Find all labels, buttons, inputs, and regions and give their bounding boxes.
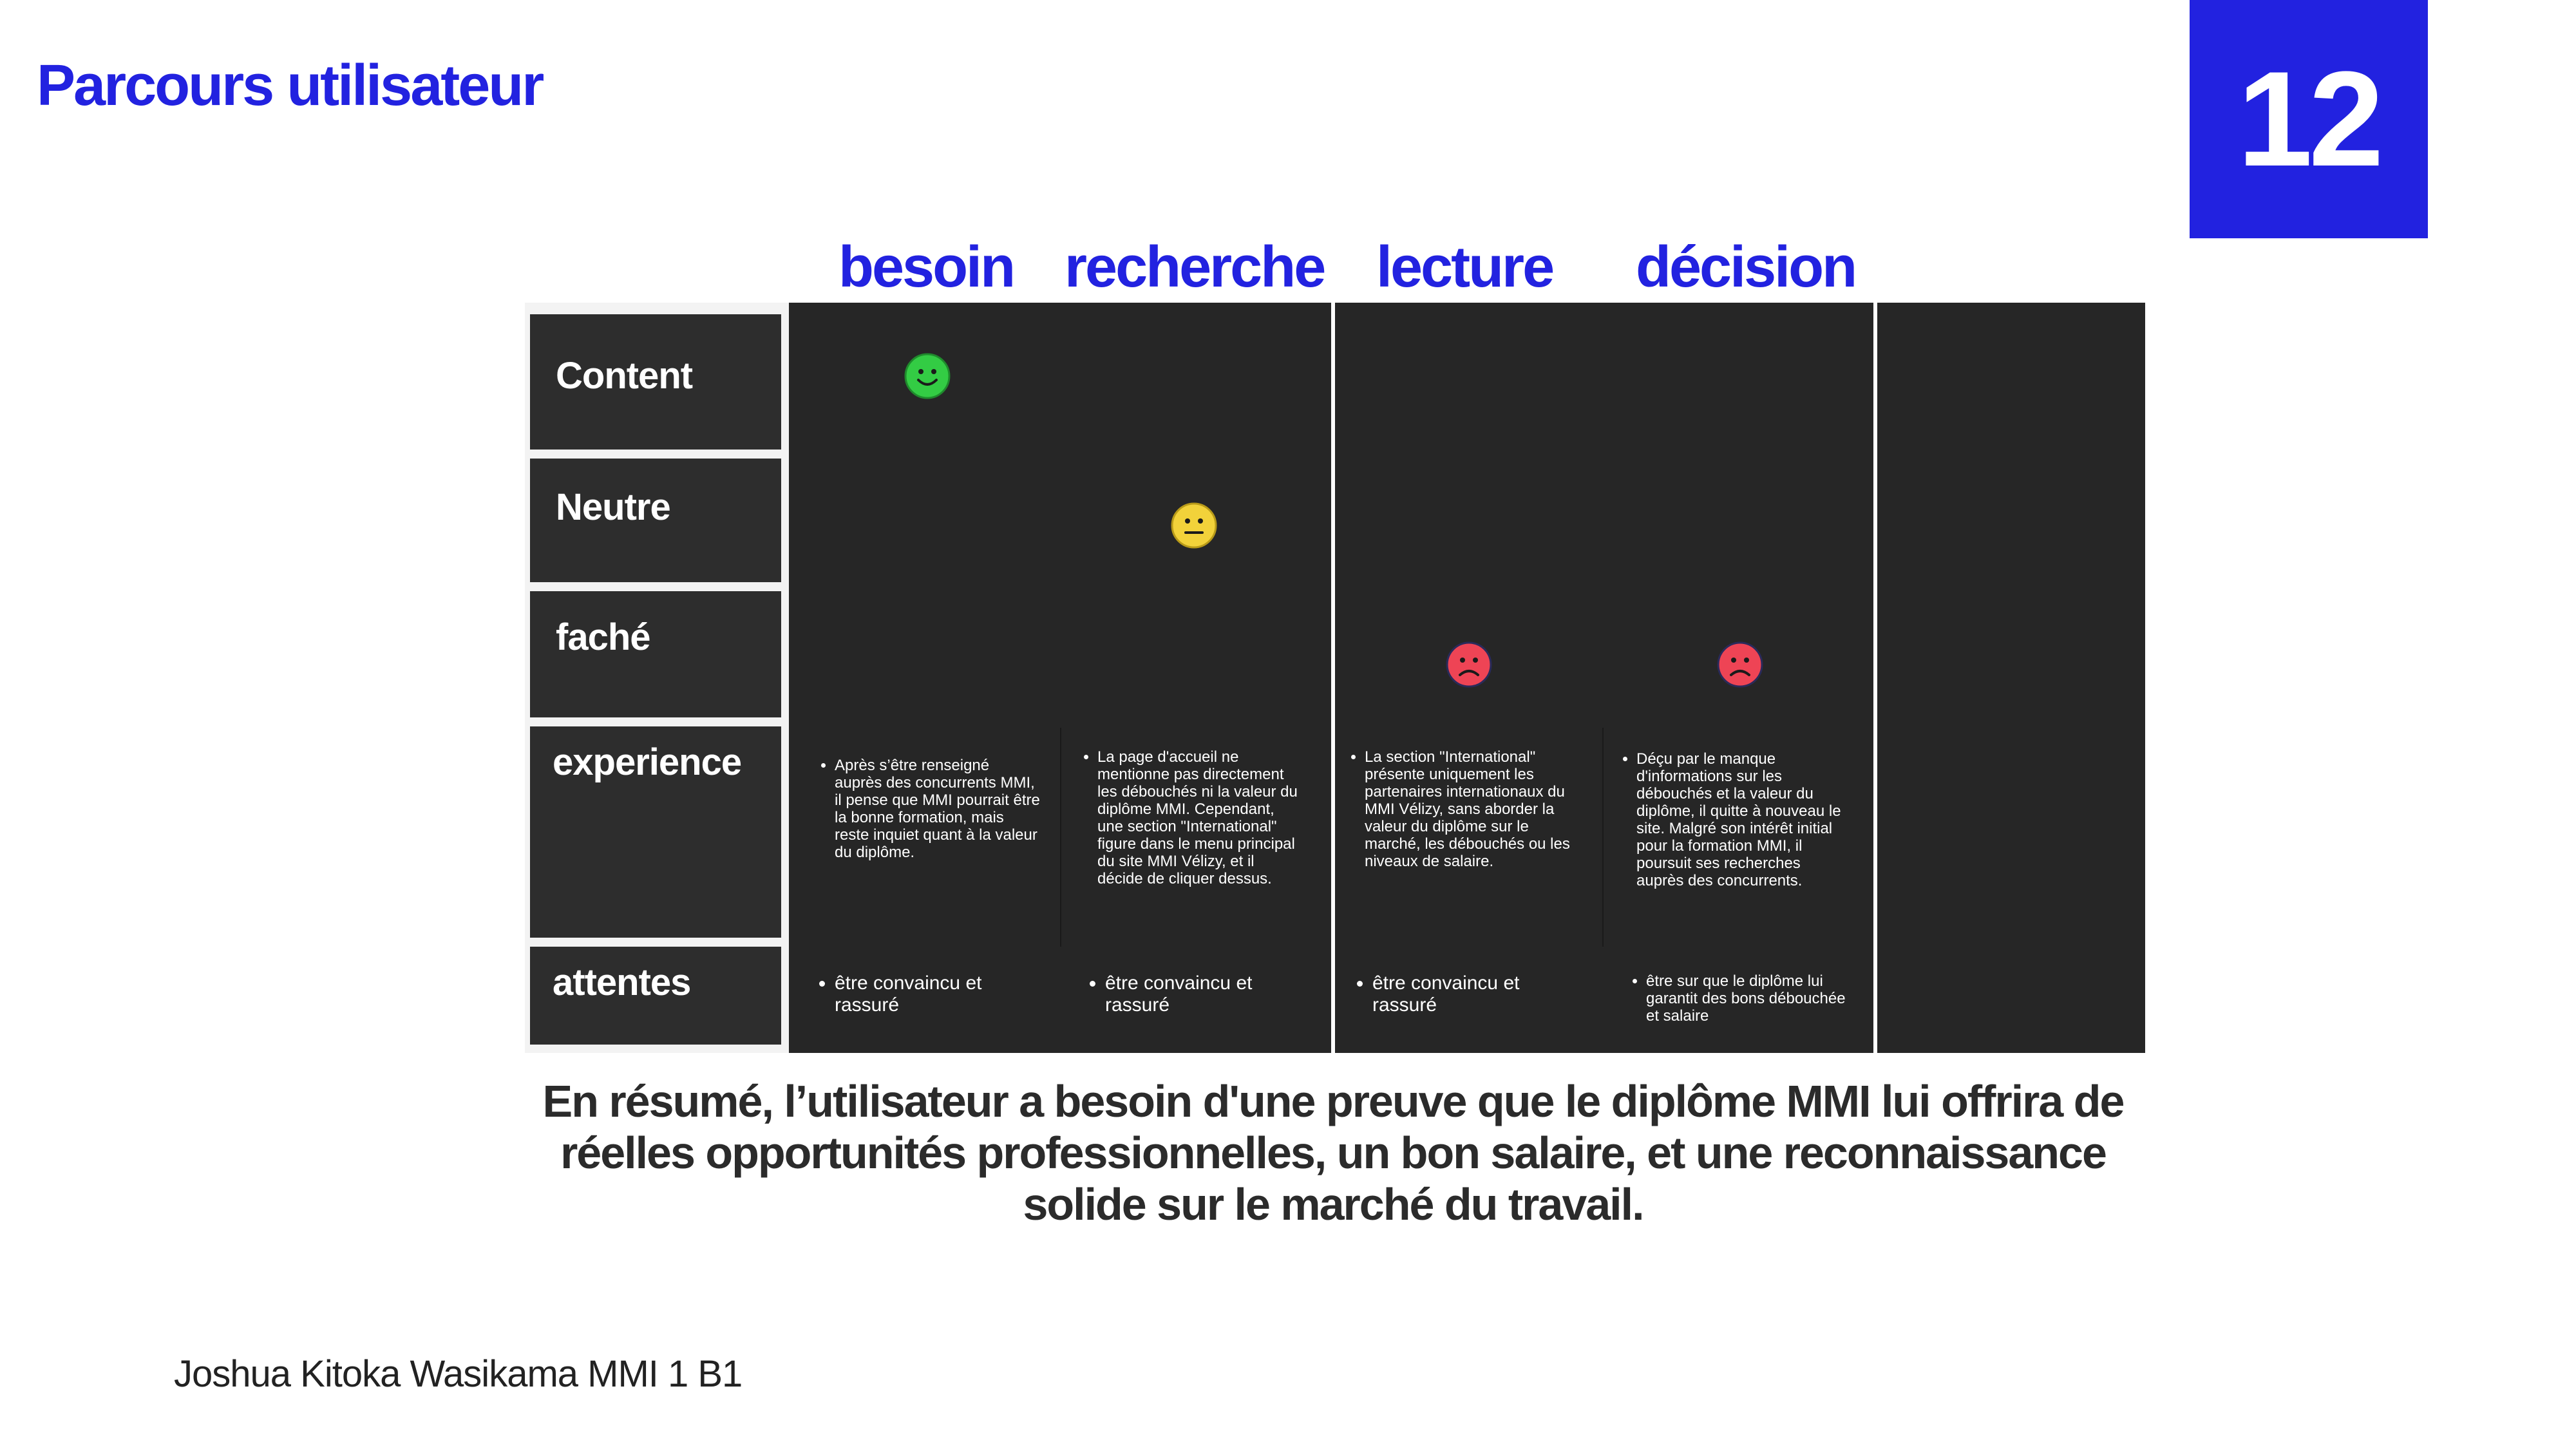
attentes-text: • être convaincu et rassuré: [1105, 972, 1294, 1016]
row-label-experience: experience: [530, 726, 781, 938]
sad-face-icon: [1446, 641, 1492, 688]
stage-header-lecture: lecture: [1376, 235, 1553, 299]
row-label-fache: faché: [530, 591, 781, 717]
attentes-cell-recherche: [1088, 972, 1294, 1016]
experience-text: • Déçu par le manque d'informations sur les débouchés et la valeur du diplôme, il quitte à nouveau le site. Malgré son intérêt initial pour la formation MMI, il poursuit ses recherches auprès des concurrents.: [1636, 750, 1846, 889]
attentes-cell-besoin: [818, 972, 1024, 1016]
experience-text: • Après s’être renseigné auprès des concurrents MMI, il pense que MMI pourrait être la bonne formation, mais reste inquiet quant à la valeur du diplôme.: [835, 757, 1040, 861]
slide-title: Parcours utilisateur: [37, 53, 543, 118]
attentes-cell-lecture: [1356, 972, 1562, 1016]
column-divider: [1331, 303, 1335, 1053]
experience-cell-decision: [1620, 750, 1846, 889]
neutral-face-icon: [1171, 502, 1217, 549]
attentes-text: • être sur que le diplôme lui garantit des bons débouchée et salaire: [1646, 972, 1848, 1025]
row-label-attentes: attentes: [530, 947, 781, 1045]
attentes-text: • être convaincu et rassuré: [1372, 972, 1562, 1016]
author-name: Joshua Kitoka Wasikama MMI 1 B1: [174, 1353, 743, 1395]
stage-header-recherche: recherche: [1065, 235, 1325, 299]
experience-cell-lecture: [1348, 748, 1578, 870]
column-divider: [1060, 728, 1061, 947]
stage-header-besoin: besoin: [838, 235, 1014, 299]
experience-cell-recherche: [1081, 748, 1300, 887]
attentes-cell-decision: [1629, 972, 1848, 1025]
row-label-neutre: Neutre: [530, 459, 781, 582]
experience-cell-besoin: [818, 757, 1040, 861]
page-number-badge: 12: [2190, 0, 2428, 238]
sad-face-icon: [1717, 641, 1763, 688]
experience-text: • La page d'accueil ne mentionne pas directement les débouchés ni la valeur du diplôme MMI. Cependant, une section "International" figure dans le menu principal du site MMI Vélizy, et il décide de cliquer dessus.: [1097, 748, 1300, 887]
column-divider: [1602, 728, 1604, 947]
summary-text: En résumé, l’utilisateur a besoin d'une preuve que le diplôme MMI lui offrira de réelles opportunités professionnelles, un bon salaire, et une reconnaissance solide sur le marché du travail.: [542, 1076, 2124, 1229]
row-label-content: Content: [530, 314, 781, 450]
experience-text: • La section "International" présente uniquement les partenaires internationaux du MMI Vélizy, sans aborder la valeur du diplôme sur le marché, les débouchés ou les niveaux de salaire.: [1365, 748, 1578, 870]
stage-header-decision: décision: [1636, 235, 1856, 299]
attentes-text: • être convaincu et rassuré: [835, 972, 1024, 1016]
happy-face-icon: [904, 353, 951, 399]
column-divider: [1873, 303, 1877, 1053]
